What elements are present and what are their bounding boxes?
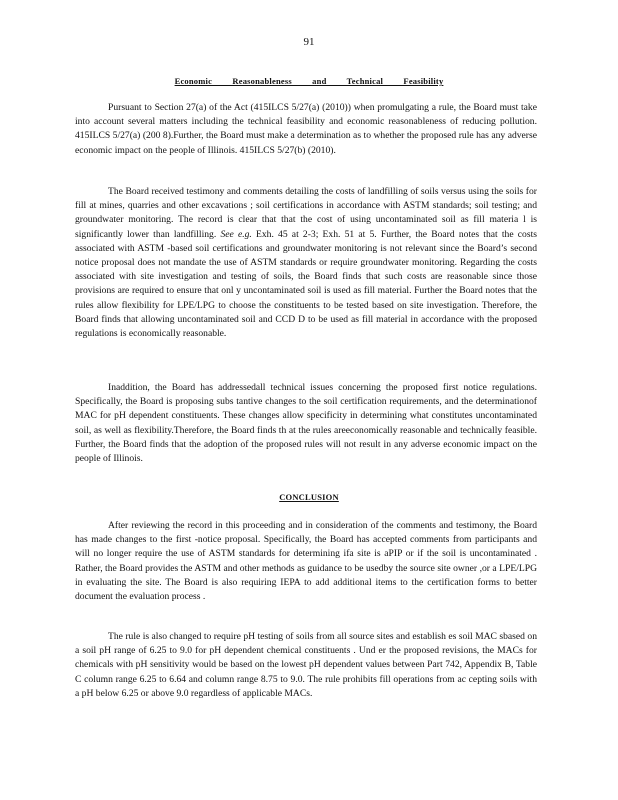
page-number: 91 (303, 36, 315, 48)
paragraph-cost-testimony-text-1: The Board received testimony and comments detailing the costs of landfilling of soils versus using the soils for fill at mines, quarries and other excavations ; soil certifications in accordance with ASTM standards; soil testing; and groundwater monitoring. The record is clear that that the cost of using uncontaminated soil as fill materia l is significantly lower than landfilling. (75, 186, 537, 240)
citation-signal: See e.g. (220, 228, 252, 240)
paragraph-ph-testing: The rule is also changed to require pH testing of soils from all source sites and establish es soil MAC sbased on a soil pH range of 6.25 to 9.0 for pH dependent chemical constituents . Und er the proposed revisions, the MACs for chemicals with pH sensitivity would be based on the lowest pH dependent values between Part 742, Appendix B, Table C column range 6.25 to 6.64 and column range 8.75 to 9.0. The rule prohibits fill operations from ac cepting soils with a pH below 6.25 or above 9.0 regardless of applicable MACs. (75, 631, 537, 699)
section-heading-economic-reasonableness: Economic Reasonableness and Technical Feasibility (174, 76, 444, 86)
paragraph-technical-feasibility: Inaddition, the Board has addressedall technical issues concerning the proposed first notice regulations. Specifically, the Board is proposing subs tantive changes to the soil certification requirements, and the determinationof MAC for pH dependent constituents. These changes allow specificity in determining what constitutes uncontaminated soil, as well as flexibility.Therefore, the Board finds th at the rules areeconomically reasonable and technically feasible. Further, the Board finds that the adoption of the proposed rules will not result in any adverse economic impact on the people of Illinois. (75, 382, 537, 465)
section-heading-conclusion: CONCLUSION (279, 492, 339, 502)
paragraph-cost-testimony (75, 185, 537, 341)
paragraph-conclusion-changes: After reviewing the record in this proceeding and in consideration of the comments and testimony, the Board has made changes to the first -notice proposal. Specifically, the Board has accepted comments from participants and will no longer require the use of ASTM standards for determining ifa site is aPIP or if the soil is uncontaminated . Rather, the Board provides the ASTM and other methods as guidance to be usedby the source site owner ,or a LPE/LPG in evaluating the site. The Board is also requiring IEPA to add additional items to the certification forms to better document the evaluation process . (75, 520, 537, 603)
paragraph-statutory-requirements: Pursuant to Section 27(a) of the Act (415ILCS 5/27(a) (2010)) when promulgating a rule, the Board must take into account several matters including the technical feasibility and economic reasonableness of reducing pollution. 415ILCS 5/27(a) (200 8).Further, the Board must make a determination as to whether the proposed rule has any adverse economic impact on the people of Illinois. 415ILCS 5/27(b) (2010). (75, 102, 537, 156)
paragraph-cost-testimony-text-2: Exh. 45 at 2-3; Exh. 51 at 5. Further, the Board notes that the costs associated with ASTM -based soil certifications and groundwater monitoring is not relevant since the Board’s second notice proposal does not mandate the use of ASTM standards or require groundwater monitoring. Regarding the costs associated with site investigation and testing of soils, the Board finds that such costs are reasonable since those provisions are required to ensure that onl y uncontaminated soil is used as fill material. Further the Board notes that the rules allow flexibility for LPE/LPG to choose the constituents to be tested based on site investigation. Therefore, the Board finds that allowing uncontaminated soil and CCD D to be used as fill material in accordance with the proposed regulations is economically reasonable. (75, 228, 537, 340)
